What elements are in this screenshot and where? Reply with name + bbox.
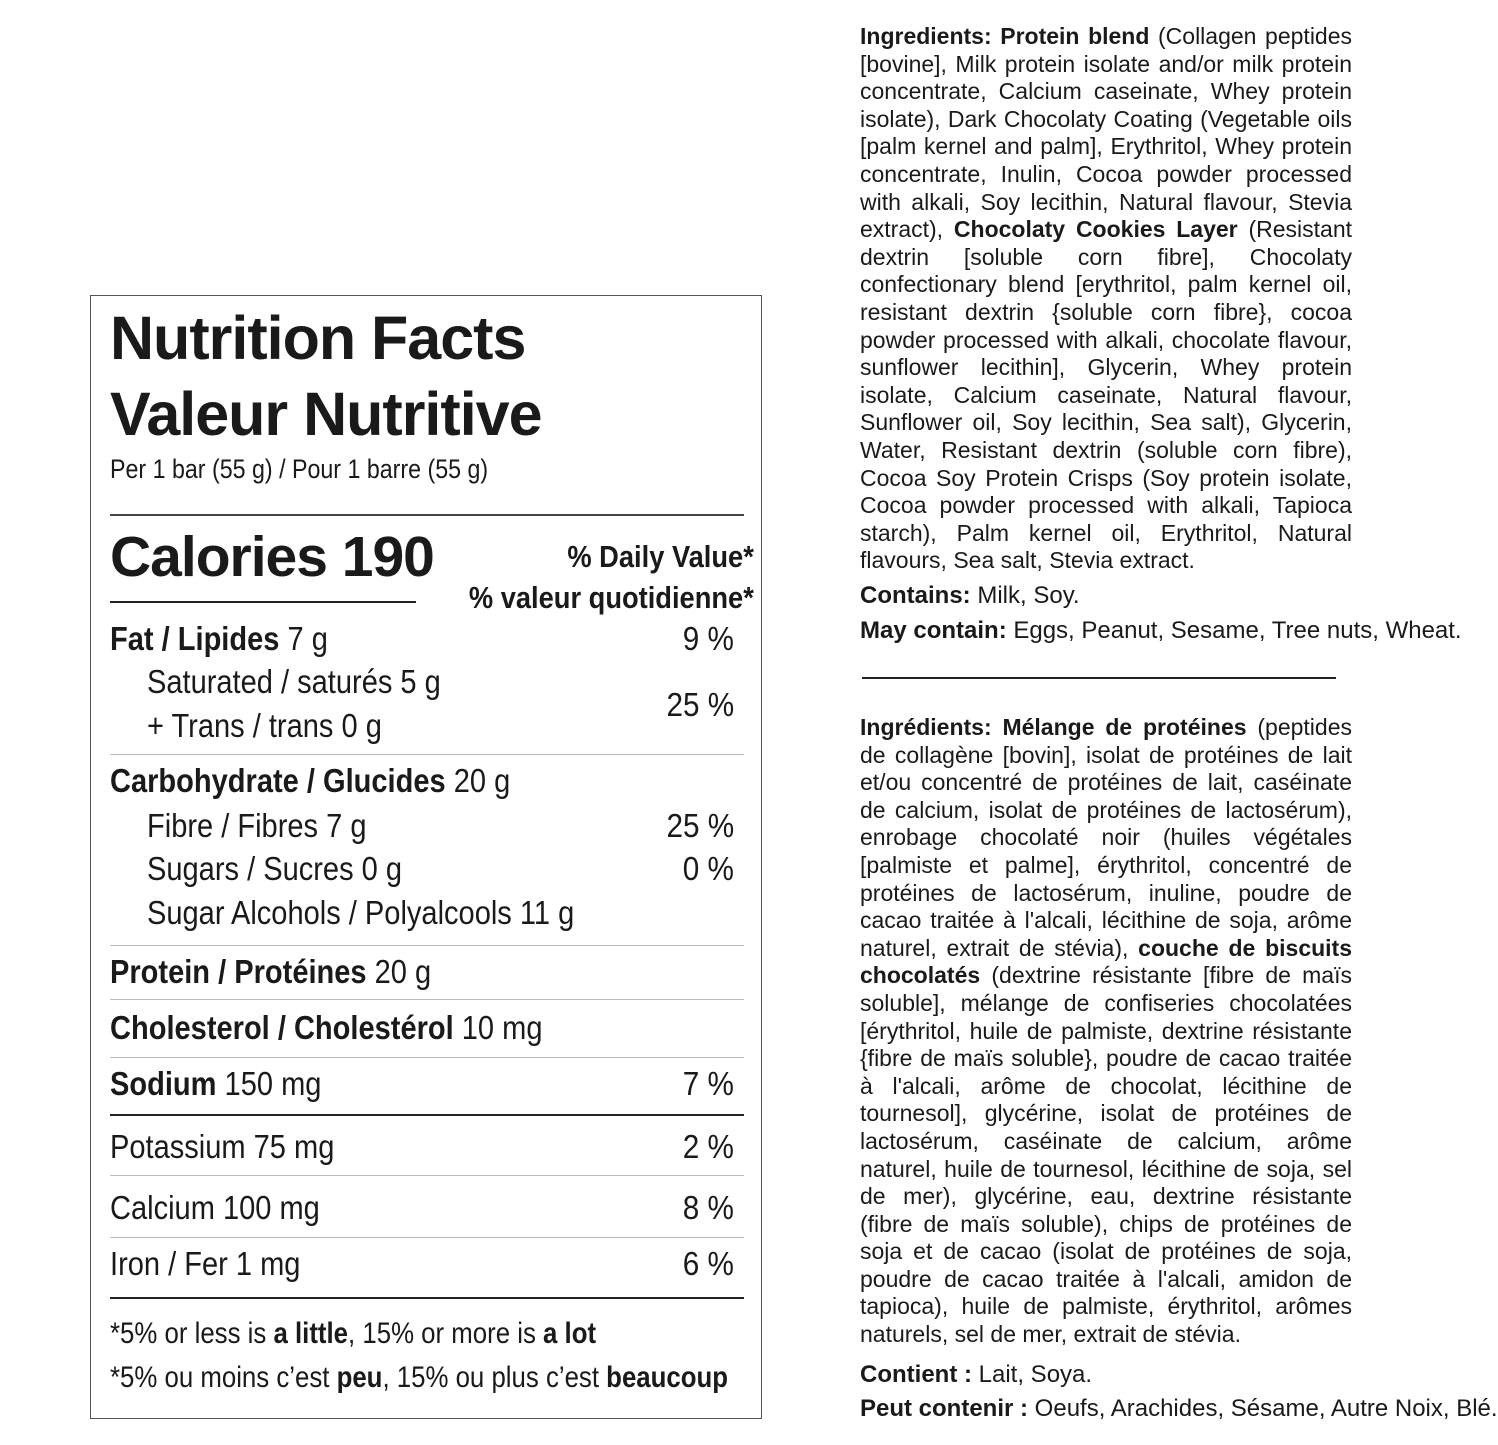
nutrient-label: Cholesterol / Cholestérol 10 mg [110,1009,543,1046]
nutrient-percent: 8 % [682,1189,734,1226]
contains-french: Contient : Lait, Soya. [860,1361,1093,1388]
divider [110,945,744,946]
nutrient-label: Sugars / Sucres 0 g [147,850,403,887]
nutrient-percent: 0 % [682,850,734,887]
language-separator [862,677,1336,679]
calories: Calories 190 [110,525,434,589]
title-french: Valeur Nutritive [110,380,542,448]
nutrient-percent: 25 % [666,807,734,844]
nutrition-facts-content [110,296,754,1394]
daily-value-header [469,536,754,618]
footnote-english: *5% or less is a little, 15% or more is a lot [110,1317,597,1350]
nutrient-label: Protein / Protéines 20 g [110,953,432,990]
nutrient-label: + Trans / trans 0 g [147,707,382,744]
may-contain-english: May contain: Eggs, Peanut, Sesame, Tree nuts, Wheat. [860,617,1462,644]
contains-english: Contains: Milk, Soy. [860,582,1080,609]
nutrient-label: Potassium 75 mg [110,1128,335,1165]
serving-size: Per 1 bar (55 g) / Pour 1 barre (55 g) [110,454,489,484]
divider [110,1237,744,1238]
divider [110,514,744,516]
daily-value-french: % valeur quotidienne* [469,580,754,615]
divider-thick [110,1114,744,1116]
nutrient-label: Fibre / Fibres 7 g [147,807,367,844]
nutrient-percent: 7 % [682,1065,734,1102]
nutrient-label: Sodium 150 mg [110,1065,322,1102]
footnote-french: *5% ou moins c’est peu, 15% ou plus c’est beaucoup [110,1361,729,1394]
ingredients-english [860,23,1352,575]
nutrient-label: Calcium 100 mg [110,1189,320,1226]
divider-thick [110,1297,744,1299]
nutrition-facts-panel [90,295,762,1419]
nutrient-label: Sugar Alcohols / Polyalcools 11 g [147,894,575,931]
divider [110,1175,744,1176]
calories-underline [110,601,416,603]
nutrient-percent: 25 % [666,686,734,723]
title-english: Nutrition Facts [110,304,526,372]
nutrient-label: Iron / Fer 1 mg [110,1245,301,1282]
nutrient-percent: 6 % [682,1245,734,1282]
may-contain-french: Peut contenir : Oeufs, Arachides, Sésame, Autre Noix, Blé. [860,1395,1498,1422]
nutrient-percent: 2 % [682,1128,734,1165]
ingredients-french-text: Ingrédients: Mélange de protéines (peptides de collagène [bovin], isolat de protéines de lait et/ou concentré de protéines de lait, caséinate de calcium, isolat de protéines de lactosérum), enrobage chocolaté noir (huiles végétales [palmiste et palme], érythritol, concentré de protéines de lactosérum, inuline, poudre de cacao traitée à l'alcali, lécithine de soja, arôme naturel, extrait de stévia), couche de biscuits chocolatés (dextrine résistante [fibre de maïs soluble], mélange de confiseries chocolatées [érythritol, huile de palmiste, dextrine résistante {fibre de maïs soluble}, poudre de cacao traitée à l'alcali, arôme de chocolat, lécithine de tournesol], glycérine, isolat de protéines de lactosérum, caséinate de calcium, arôme naturel, huile de tournesol, lécithine de soja, sel de mer), glycérine, eau, dextrine résistante (fibre de maïs soluble), chips de protéines de soja et de cacao (isolat de protéines de soja, poudre de cacao traitée à l'alcali, amidon de tapioca), huile de palmiste, érythritol, arômes naturels, sel de mer, extrait de stévia. [860,714,1353,1348]
divider [110,1057,744,1058]
ingredients-french [860,714,1352,1349]
ingredients-english-text: Ingredients: Protein blend (Collagen peptides [bovine], Milk protein isolate and/or milk protein concentrate, Calcium caseinate, Whey protein isolate), Dark Chocolaty Coating (Vegetable oils [palm kernel and palm], Erythritol, Whey protein concentrate, Inulin, Cocoa powder processed with alkali, Soy lecithin, Natural flavour, Stevia extract), Chocolaty Cookies Layer (Resistant dextrin [soluble corn fibre], Chocolaty confectionary blend [erythritol, palm kernel oil, resistant dextrin {soluble corn fibre}, cocoa powder processed with alkali, chocolate flavour, sunflower lecithin], Glycerin, Whey protein isolate, Calcium caseinate, Natural flavour, Sunflower oil, Soy lecithin, Sea salt), Glycerin, Water, Resistant dextrin (soluble corn fibre), Cocoa Soy Protein Crisps (Soy protein isolate, Cocoa powder processed with alkali, Tapioca starch), Palm kernel oil, Erythritol, Natural flavours, Sea salt, Stevia extract. [860,23,1353,574]
nutrient-label: Fat / Lipides 7 g [110,620,328,657]
daily-value-english: % Daily Value* [567,539,754,574]
nutrient-label: Carbohydrate / Glucides 20 g [110,762,511,799]
divider [110,754,744,755]
divider [110,999,744,1000]
nutrient-label: Saturated / saturés 5 g [147,663,441,700]
nutrient-percent: 9 % [682,620,734,657]
